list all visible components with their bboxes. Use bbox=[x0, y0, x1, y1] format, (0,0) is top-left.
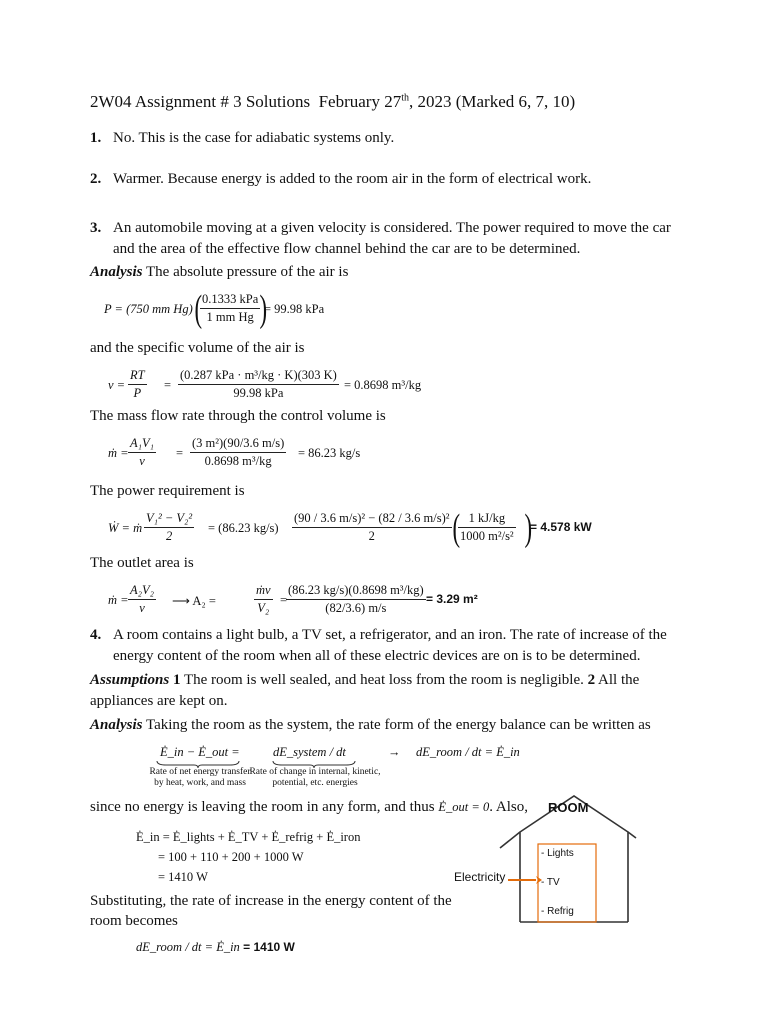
question-number: 1. bbox=[90, 130, 102, 146]
fraction: $\frac{\text{V₁² − V₂²}}{2}$ bbox=[146, 511, 193, 543]
power-text: The power requirement is bbox=[90, 483, 245, 499]
assumptions-line-2: appliances are kept on. bbox=[90, 693, 228, 709]
paren-left: ( bbox=[452, 507, 461, 549]
ein-line-2: = 100 + 110 + 200 + 1000 W bbox=[158, 850, 304, 864]
question-3-line-2: and the area of the effective flow channel behind the car are to be determined. bbox=[113, 241, 581, 257]
fraction: $\frac{\text{(3 m²)(90/3.6 m/s)}}{\text{0.8698 m³/kg}}$ bbox=[192, 436, 285, 468]
answer-text: Warmer. Because energy is added to the room air in the form of electrical work. bbox=[113, 171, 592, 187]
specific-volume-text: and the specific volume of the air is bbox=[90, 340, 305, 356]
energy-balance-lhs: Ė_in − Ė_out bbox=[160, 745, 229, 759]
outlet-text: The outlet area is bbox=[90, 555, 194, 571]
appliance-item: - TV bbox=[541, 877, 560, 888]
energy-balance-equals: = bbox=[232, 745, 240, 759]
question-number: 2. bbox=[90, 171, 102, 187]
analysis-paragraph: Analysis The absolute pressure of the air is bbox=[90, 264, 349, 280]
question-3-number: 3. bbox=[90, 220, 102, 236]
substituting-line-2: room becomes bbox=[90, 913, 178, 929]
ein-line-3: = 1410 W bbox=[158, 870, 208, 884]
fraction: 0.1333 kPa 1 mm Hg bbox=[202, 292, 259, 324]
energy-balance-arrow: → bbox=[388, 745, 401, 759]
since-text: since no energy is leaving the room in any form, and thus Ė_out = 0. Also, bbox=[90, 799, 528, 815]
question-4-line-2: energy content of the room when all of these electric devices are on is to be determined. bbox=[113, 648, 641, 664]
energy-balance-note-1: Rate of net energy transfer by heat, work, and mass bbox=[149, 767, 251, 788]
energy-balance-note-2: Rate of change in internal, kinetic, potential, etc. energies bbox=[249, 767, 381, 788]
answer-text: No. This is the case for adiabatic systems only. bbox=[113, 130, 395, 146]
question-4-line-1: A room contains a light bulb, a TV set, a refrigerator, and an iron. The rate of increase of the bbox=[113, 627, 667, 643]
room-label: ROOM bbox=[548, 800, 589, 815]
fraction: $\frac{\text{ṁv}}{\text{V₂}}$ bbox=[256, 583, 271, 615]
analysis-paragraph-4: Analysis Taking the room as the system, the rate form of the energy balance can be written as bbox=[90, 717, 651, 733]
paren-right: ) bbox=[259, 288, 268, 330]
fraction: $\frac{RT}{P}$ bbox=[130, 368, 145, 400]
equation-mass-flow: ṁ = $\frac{\text{A₁V₁}}{v}$ = $\frac{\text{(3 m²)(90/3.6 m/s)}}{\text{0.8698 m³/kg}}$ = 86.23 kg/s bbox=[108, 436, 361, 468]
equation-specific-volume: v = $\frac{RT}{P}$ = (0.287 kPa · m³/kg · K)(303 K) 99.98 kPa = 0.8698 m³/kg bbox=[108, 368, 422, 400]
question-1 bbox=[90, 130, 395, 147]
appliance-item: - Lights bbox=[541, 848, 574, 859]
fraction: $\frac{\text{(90 / 3.6 m/s)² − (82 / 3.6 m/s)²}}{2}$ bbox=[294, 511, 450, 543]
energy-balance-rhs: dE_system / dt bbox=[273, 745, 346, 759]
final-equation: dE_room / dt = Ė_in = 1410 W bbox=[136, 940, 295, 954]
ein-line-1: Ė_in = Ė_lights + Ė_TV + Ė_refrig + Ė_iron bbox=[136, 830, 361, 844]
fraction: $\frac{\text{A₁V₁}}{v}$ bbox=[130, 436, 154, 468]
equation-outlet-area: ṁ = $\frac{\text{A₂V₂}}{v}$ ⟶ A₂ = $\frac{\text{ṁv}}{\text{V₂}}$ = $\frac{\text{(86.23 kg/s)(0.8698 m³/kg)}}{(82/3.6) m/s}$ = 3.29 m² bbox=[108, 583, 478, 615]
energy-balance-result: dE_room / dt = Ė_in bbox=[416, 745, 520, 759]
question-4-number: 4. bbox=[90, 627, 102, 643]
question-2 bbox=[90, 171, 592, 188]
appliance-item: - Refrig bbox=[541, 906, 574, 916]
fraction: $\frac{\text{A₂V₂}}{v}$ bbox=[130, 583, 154, 615]
electricity-label: Electricity bbox=[454, 870, 506, 884]
paren-left: ( bbox=[194, 288, 203, 330]
equation-power: Ẇ = ṁ $\frac{\text{V₁² − V₂²}}{2}$ = (86.23 kg/s) $\frac{\text{(90 / 3.6 m/s)² − (82 / 3.6 m/s)²}}{2}$ ( $\frac{1 kJ/kg}{\text{1000 m²/s²}}$ ) = 4.578 kW bbox=[108, 507, 592, 549]
paren-right: ) bbox=[524, 507, 533, 549]
fraction: $\frac{1 kJ/kg}{\text{1000 m²/s²}}$ bbox=[460, 511, 514, 543]
page-title: 2W04 Assignment # 3 Solutions February 27th, 2023 (Marked 6, 7, 10) bbox=[90, 92, 576, 111]
mass-flow-text: The mass flow rate through the control volume is bbox=[90, 408, 386, 424]
room-diagram bbox=[440, 784, 640, 924]
fraction: $\frac{\text{(86.23 kg/s)(0.8698 m³/kg)}}{(82/3.6) m/s}$ bbox=[288, 583, 424, 615]
equation-pressure: P = (750 mm Hg) ( 0.1333 kPa 1 mm Hg ) = 99.98 kPa bbox=[104, 288, 325, 330]
substituting-line-1: Substituting, the rate of increase in the energy content of the bbox=[90, 893, 452, 909]
question-3-line-1: An automobile moving at a given velocity is considered. The power required to move the car bbox=[113, 220, 671, 236]
fraction: (0.287 kPa · m³/kg · K)(303 K) 99.98 kPa bbox=[180, 368, 337, 400]
assumptions-line-1: Assumptions 1 The room is well sealed, and heat loss from the room is negligible. 2 All the bbox=[90, 672, 640, 688]
